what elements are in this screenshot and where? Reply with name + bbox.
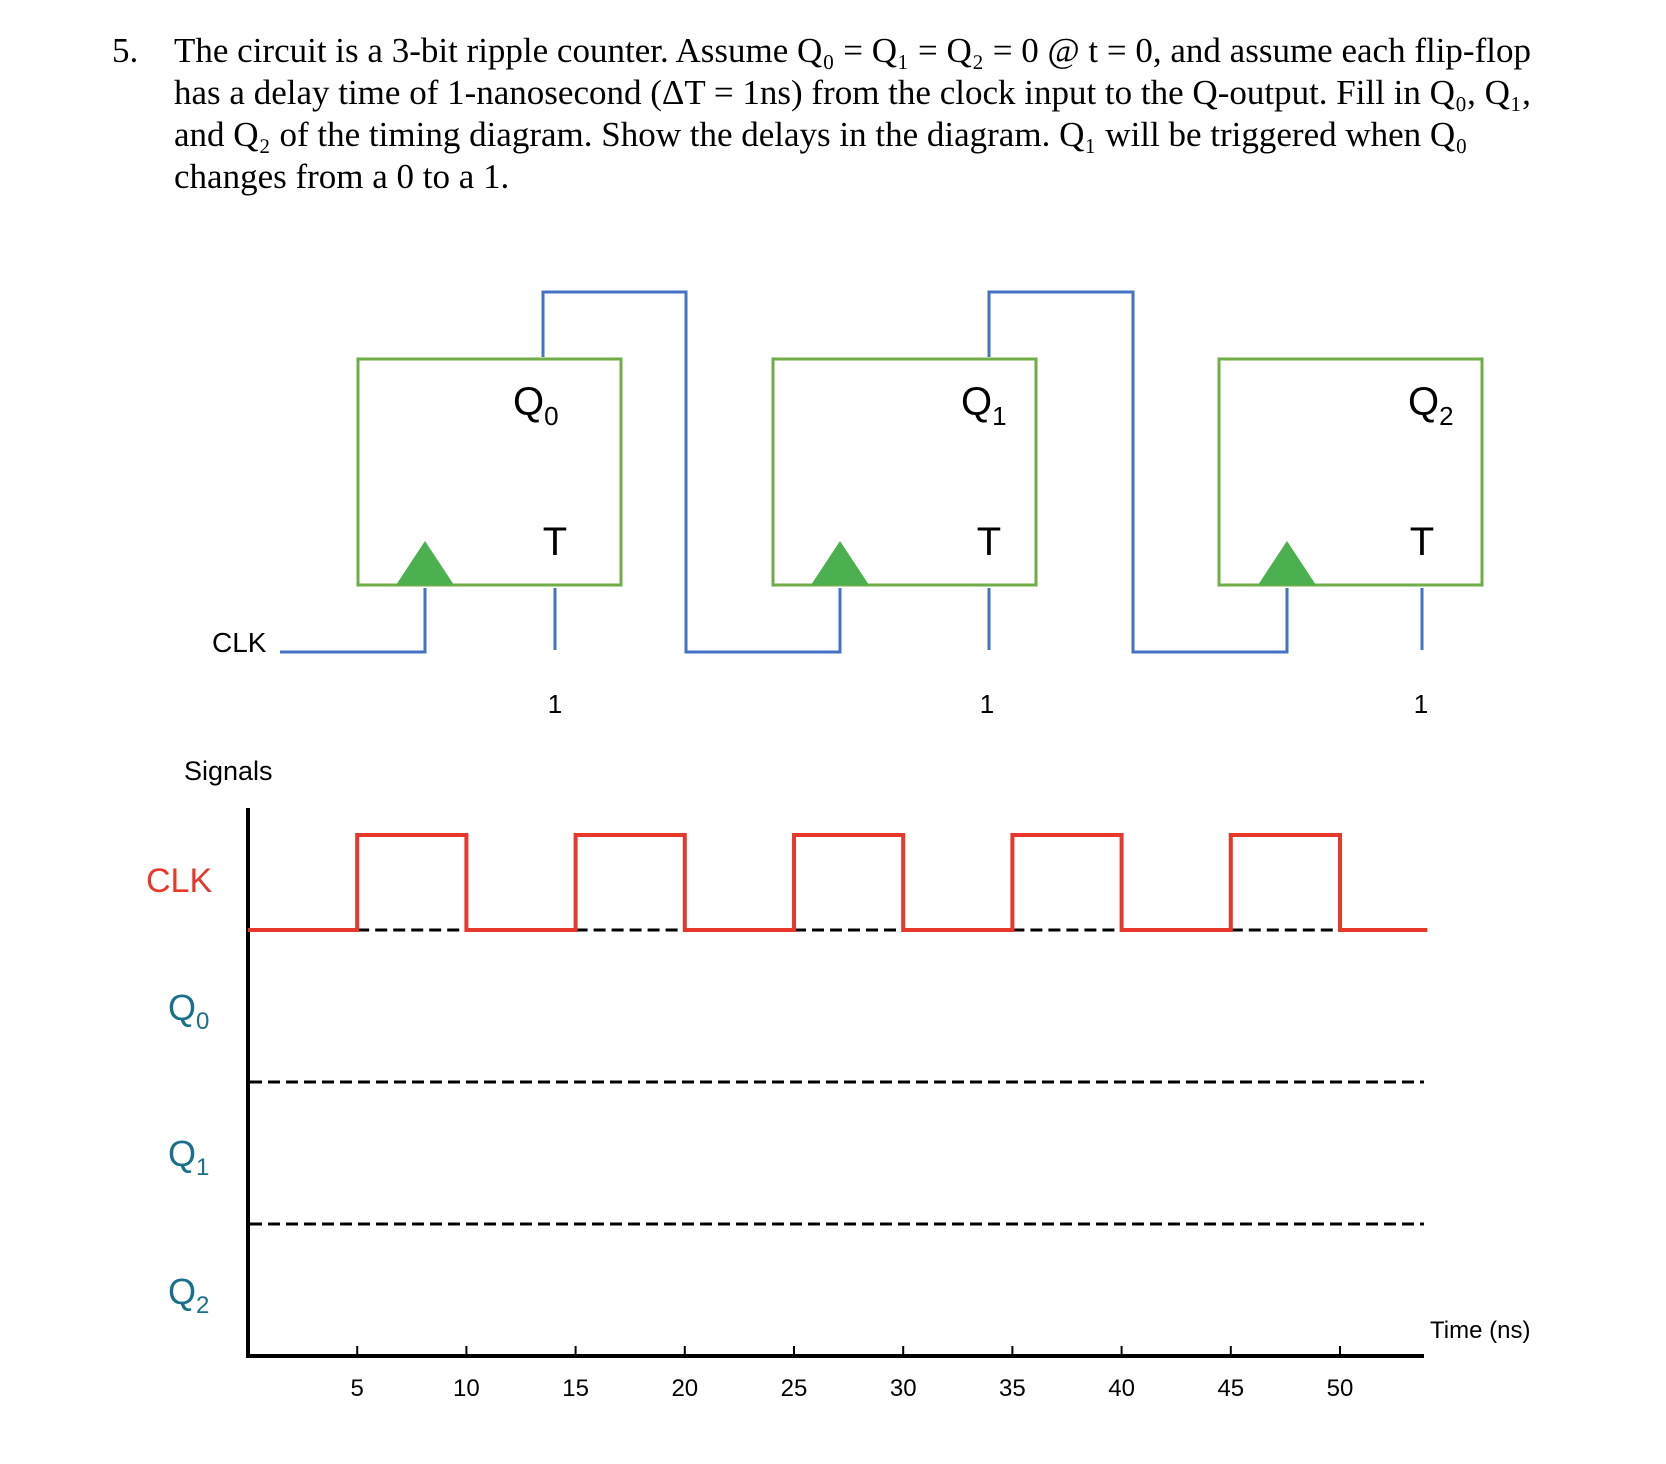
x-axis-label: Time (ns): [1430, 1317, 1531, 1344]
clock-triangle-0-icon: [396, 541, 454, 585]
clk-wire: [280, 588, 425, 652]
flip-flop-0: [358, 359, 621, 585]
ff1-output-label: $Q_1$: [961, 380, 1007, 431]
signal-label-q0: $Q_0$: [168, 987, 210, 1035]
q0-feedback-wire: [543, 292, 840, 652]
ff1-tie-value: 1: [979, 689, 995, 719]
x-tick-label-25: 25: [780, 1375, 808, 1402]
x-tick-label-40: 40: [1108, 1375, 1135, 1402]
problem-number: 5.: [112, 31, 139, 70]
x-tick-label-35: 35: [999, 1375, 1026, 1402]
circuit-clk-label: CLK: [212, 627, 267, 658]
signal-label-q2: $Q_2$: [168, 1271, 210, 1319]
x-tick-label-45: 45: [1217, 1375, 1245, 1402]
clock-triangle-1-icon: [811, 541, 869, 585]
clk-waveform: [248, 835, 1427, 930]
problem-text: The circuit is a 3-bit ripple counter. Assume Q₀ = Q₁ = Q₂ = 0 @ t = 0, and assume each flip-flop has a delay time of 1-nanosecond (ΔT = 1ns) from the clock input to the Q-output. Fill in Q₀, Q₁, and Q₂ of the timing diagram. Show the delays in the diagram. Q₁ will be triggered when Q₀ changes from a 0 to a 1.: [174, 31, 1531, 196]
ff2-output-label: $Q_2$: [1408, 380, 1454, 431]
x-tick-label-20: 20: [671, 1375, 699, 1402]
x-tick-label-50: 50: [1326, 1375, 1354, 1402]
q1-feedback-wire: [989, 292, 1287, 652]
ff2-t-label: T: [1409, 520, 1435, 564]
ff0-tie-value: 1: [547, 689, 563, 719]
timing-diagram: [146, 756, 1530, 1402]
x-tick-label-30: 30: [889, 1375, 917, 1402]
x-tick-label-15: 15: [562, 1375, 589, 1402]
flip-flop-2: [1219, 359, 1482, 585]
signal-label-q1: $Q_1$: [168, 1133, 210, 1181]
x-tick-label-5: 5: [350, 1375, 364, 1402]
timing-title: Signals: [184, 756, 273, 786]
x-tick-label-10: 10: [453, 1375, 480, 1402]
circuit-diagram: [212, 292, 1482, 719]
ff0-output-label: $Q_0$: [513, 380, 559, 431]
signal-label-clk: CLK: [146, 862, 213, 900]
clock-triangle-2-icon: [1258, 541, 1316, 585]
ff1-t-label: T: [976, 520, 1002, 564]
ff2-tie-value: 1: [1413, 689, 1429, 719]
ff0-t-label: T: [542, 520, 568, 564]
